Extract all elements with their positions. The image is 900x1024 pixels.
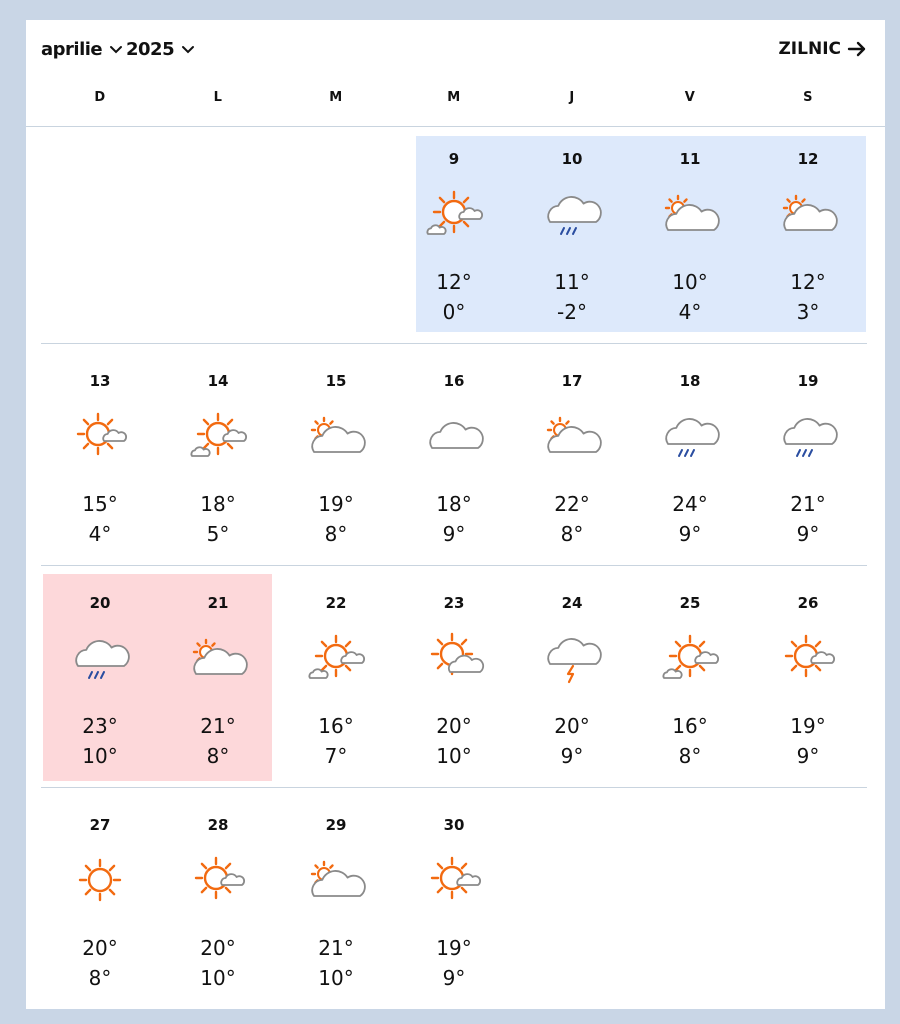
max-temperature: 11° <box>554 270 590 294</box>
weekday-label: V <box>684 90 696 105</box>
day-cell[interactable] <box>41 358 159 554</box>
min-temperature: 3° <box>796 300 820 324</box>
cloud-rain-icon <box>664 410 716 462</box>
partly-cloudy-icon <box>310 410 362 462</box>
min-temperature: 9° <box>442 522 466 546</box>
min-temperature: 8° <box>560 522 584 546</box>
cloud-rain-icon <box>74 632 126 684</box>
partly-cloudy-icon <box>310 854 362 906</box>
calendar-header <box>26 20 885 78</box>
min-temperature: 0° <box>442 300 466 324</box>
min-temperature: -2° <box>557 300 587 324</box>
day-cell[interactable] <box>631 358 749 554</box>
day-cell[interactable] <box>395 580 513 776</box>
day-number: 29 <box>325 816 347 834</box>
sun-small-cloud-icon <box>74 410 126 462</box>
day-number: 14 <box>207 372 229 390</box>
max-temperature: 12° <box>790 270 826 294</box>
day-number: 15 <box>325 372 347 390</box>
day-cell[interactable] <box>513 358 631 554</box>
day-number: 26 <box>797 594 819 612</box>
day-number: 28 <box>207 816 229 834</box>
sun-small-cloud-icon <box>428 854 480 906</box>
calendar-panel <box>26 20 885 1009</box>
day-number: 18 <box>679 372 701 390</box>
min-temperature: 10° <box>318 966 354 990</box>
max-temperature: 12° <box>436 270 472 294</box>
day-cell[interactable] <box>159 802 277 998</box>
max-temperature: 20° <box>436 714 472 738</box>
max-temperature: 10° <box>672 270 708 294</box>
max-temperature: 21° <box>790 492 826 516</box>
day-number: 23 <box>443 594 465 612</box>
day-cell[interactable] <box>277 802 395 998</box>
min-temperature: 8° <box>206 744 230 768</box>
daily-view-link[interactable] <box>778 36 867 62</box>
cloud-rain-icon <box>782 410 834 462</box>
cloud-icon <box>428 410 480 462</box>
day-number: 25 <box>679 594 701 612</box>
arrow-right-icon <box>847 40 867 58</box>
day-number: 17 <box>561 372 583 390</box>
max-temperature: 18° <box>200 492 236 516</box>
day-number: 20 <box>89 594 111 612</box>
day-cell[interactable] <box>513 136 631 332</box>
chevron-down-icon <box>109 42 123 56</box>
month-selector[interactable] <box>41 36 123 62</box>
min-temperature: 4° <box>678 300 702 324</box>
max-temperature: 23° <box>82 714 118 738</box>
cloud-lightning-icon <box>546 632 598 684</box>
partly-cloudy-icon <box>664 188 716 240</box>
max-temperature: 20° <box>200 936 236 960</box>
day-number: 22 <box>325 594 347 612</box>
weekday-label: J <box>569 90 575 105</box>
day-number: 12 <box>797 150 819 168</box>
daily-view-label: ZILNIC <box>778 39 841 59</box>
max-temperature: 15° <box>82 492 118 516</box>
min-temperature: 8° <box>324 522 348 546</box>
max-temperature: 16° <box>672 714 708 738</box>
min-temperature: 9° <box>796 744 820 768</box>
min-temperature: 10° <box>82 744 118 768</box>
sun-cloud-icon <box>192 410 244 462</box>
day-cell[interactable] <box>631 136 749 332</box>
divider <box>26 126 885 127</box>
day-cell[interactable] <box>277 358 395 554</box>
month-label: aprilie <box>41 38 103 60</box>
day-number: 11 <box>679 150 701 168</box>
max-temperature: 21° <box>200 714 236 738</box>
weekday-header <box>26 90 885 112</box>
partly-cloudy-icon <box>546 410 598 462</box>
max-temperature: 20° <box>82 936 118 960</box>
min-temperature: 10° <box>436 744 472 768</box>
max-temperature: 19° <box>436 936 472 960</box>
year-selector[interactable] <box>126 36 195 62</box>
min-temperature: 9° <box>560 744 584 768</box>
day-cell[interactable] <box>41 580 159 776</box>
day-cell[interactable] <box>159 580 277 776</box>
chevron-down-icon <box>181 42 195 56</box>
min-temperature: 7° <box>324 744 348 768</box>
day-cell[interactable] <box>159 358 277 554</box>
max-temperature: 16° <box>318 714 354 738</box>
divider <box>41 565 867 566</box>
sun-small-cloud-icon <box>782 632 834 684</box>
day-cell[interactable] <box>395 358 513 554</box>
min-temperature: 9° <box>442 966 466 990</box>
min-temperature: 9° <box>796 522 820 546</box>
max-temperature: 19° <box>790 714 826 738</box>
day-number: 16 <box>443 372 465 390</box>
min-temperature: 8° <box>88 966 112 990</box>
min-temperature: 9° <box>678 522 702 546</box>
partly-cloudy-icon <box>782 188 834 240</box>
sun-small-cloud-icon <box>192 854 244 906</box>
day-number: 21 <box>207 594 229 612</box>
sun-big-cloud-icon <box>428 632 480 684</box>
divider <box>41 343 867 344</box>
max-temperature: 18° <box>436 492 472 516</box>
max-temperature: 24° <box>672 492 708 516</box>
day-number: 24 <box>561 594 583 612</box>
day-cell[interactable] <box>631 580 749 776</box>
day-cell[interactable] <box>395 136 513 332</box>
sun-cloud-icon <box>664 632 716 684</box>
sun-cloud-icon <box>310 632 362 684</box>
day-number: 19 <box>797 372 819 390</box>
day-number: 27 <box>89 816 111 834</box>
min-temperature: 10° <box>200 966 236 990</box>
weekday-label: S <box>803 90 813 105</box>
day-number: 10 <box>561 150 583 168</box>
weekday-label: L <box>213 90 223 105</box>
day-cell[interactable] <box>749 580 867 776</box>
max-temperature: 22° <box>554 492 590 516</box>
cloud-rain-icon <box>546 188 598 240</box>
partly-cloudy-icon <box>192 632 244 684</box>
max-temperature: 19° <box>318 492 354 516</box>
max-temperature: 21° <box>318 936 354 960</box>
year-label: 2025 <box>126 38 175 60</box>
day-number: 13 <box>89 372 111 390</box>
day-number: 30 <box>443 816 465 834</box>
divider <box>41 787 867 788</box>
max-temperature: 20° <box>554 714 590 738</box>
sun-icon <box>74 854 126 906</box>
day-cell[interactable] <box>395 802 513 998</box>
weekday-label: M <box>447 90 461 105</box>
weekday-label: D <box>94 90 106 105</box>
weekday-label: M <box>329 90 343 105</box>
day-cell[interactable] <box>749 358 867 554</box>
min-temperature: 8° <box>678 744 702 768</box>
day-number: 9 <box>448 150 460 168</box>
day-cell[interactable] <box>513 580 631 776</box>
day-cell[interactable] <box>41 802 159 998</box>
day-cell[interactable] <box>749 136 867 332</box>
sun-cloud-icon <box>428 188 480 240</box>
day-cell[interactable] <box>277 580 395 776</box>
min-temperature: 4° <box>88 522 112 546</box>
min-temperature: 5° <box>206 522 230 546</box>
